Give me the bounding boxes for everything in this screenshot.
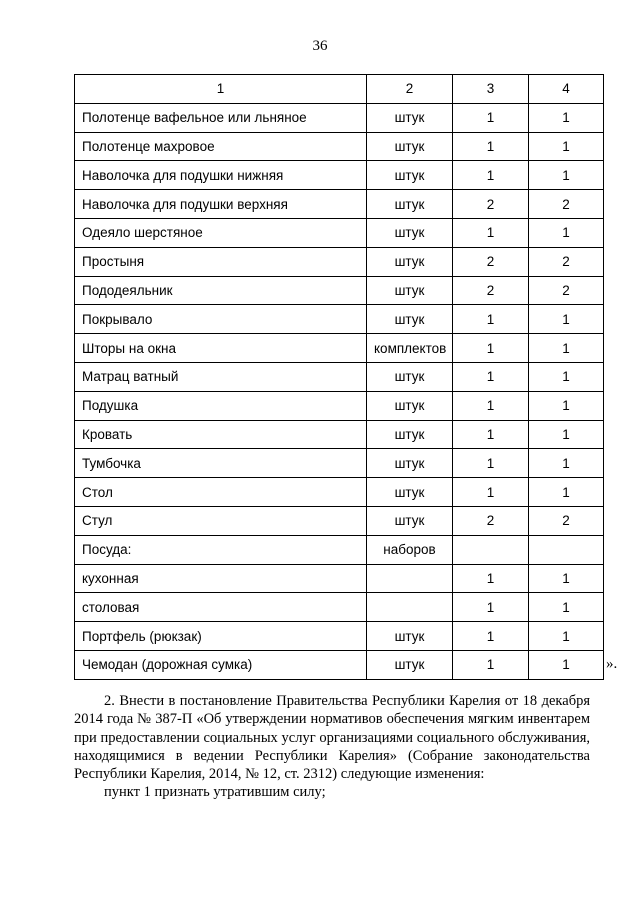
table-row <box>75 190 604 219</box>
unit-cell: штук <box>367 190 453 219</box>
unit-cell: комплектов <box>367 334 453 363</box>
quantity-col3-cell: 1 <box>453 478 529 507</box>
table-header-row <box>75 75 604 104</box>
quantity-col4-cell: 1 <box>529 218 604 247</box>
item-name-cell: Тумбочка <box>75 449 367 478</box>
quantity-col3-cell: 1 <box>453 391 529 420</box>
item-name-cell: Стул <box>75 506 367 535</box>
quantity-col3-cell: 2 <box>453 247 529 276</box>
item-name-cell: Одеяло шерстяное <box>75 218 367 247</box>
quantity-col4-cell: 1 <box>529 650 604 679</box>
table-row <box>75 478 604 507</box>
unit-cell: штук <box>367 622 453 651</box>
amendment-item: пункт 1 признать утратившим силу; <box>104 784 326 801</box>
quantity-col3-cell <box>453 535 529 564</box>
quantity-col3-cell: 1 <box>453 305 529 334</box>
quantity-col4-cell: 2 <box>529 276 604 305</box>
item-name-cell: Шторы на окна <box>75 334 367 363</box>
amendment-paragraph: 2. Внести в постановление Правительства Республики Карелия от 18 декабря 2014 года № 387-П «Об утверждении нормативов обеспечения мягким инвентарем при предоставлении социальных услуг организациями социального обслуживания, находящимися в ведении Республики Карелия» (Собрание законодательства Республики Карелия, 2014, № 12, ст. 2312) следующие изменения: <box>74 693 590 783</box>
quantity-col4-cell: 2 <box>529 190 604 219</box>
table-row <box>75 420 604 449</box>
table-row <box>75 276 604 305</box>
quantity-col3-cell: 1 <box>453 420 529 449</box>
item-name-cell: Кровать <box>75 420 367 449</box>
item-name-cell: Подушка <box>75 391 367 420</box>
quantity-col4-cell: 1 <box>529 334 604 363</box>
quantity-col4-cell: 1 <box>529 362 604 391</box>
table-row <box>75 449 604 478</box>
quantity-col3-cell: 1 <box>453 593 529 622</box>
unit-cell: наборов <box>367 535 453 564</box>
column-header: 3 <box>453 75 529 104</box>
quantity-col4-cell: 1 <box>529 420 604 449</box>
table-row <box>75 506 604 535</box>
item-name-cell: Простыня <box>75 247 367 276</box>
unit-cell: штук <box>367 391 453 420</box>
item-name-cell: Наволочка для подушки верхняя <box>75 190 367 219</box>
unit-cell: штук <box>367 305 453 334</box>
quantity-col4-cell: 1 <box>529 132 604 161</box>
table-row <box>75 305 604 334</box>
item-name-cell: Чемодан (дорожная сумка) <box>75 650 367 679</box>
quantity-col4-cell: 1 <box>529 622 604 651</box>
page-number: 36 <box>312 38 328 54</box>
table-row <box>75 247 604 276</box>
table-row <box>75 650 604 679</box>
table-row <box>75 535 604 564</box>
item-name-cell: Покрывало <box>75 305 367 334</box>
inventory-table <box>74 74 604 680</box>
table-row <box>75 334 604 363</box>
quantity-col3-cell: 1 <box>453 334 529 363</box>
quantity-col3-cell: 1 <box>453 564 529 593</box>
quantity-col4-cell: 1 <box>529 449 604 478</box>
quantity-col3-cell: 1 <box>453 362 529 391</box>
unit-cell: штук <box>367 650 453 679</box>
unit-cell: штук <box>367 420 453 449</box>
table-row <box>75 362 604 391</box>
table-row <box>75 391 604 420</box>
quantity-col4-cell: 2 <box>529 247 604 276</box>
quantity-col4-cell: 1 <box>529 478 604 507</box>
unit-cell: штук <box>367 247 453 276</box>
quantity-col3-cell: 1 <box>453 622 529 651</box>
quantity-col3-cell: 1 <box>453 218 529 247</box>
item-name-cell: Полотенце вафельное или льняное <box>75 103 367 132</box>
unit-cell: штук <box>367 132 453 161</box>
unit-cell: штук <box>367 478 453 507</box>
quantity-col4-cell: 1 <box>529 564 604 593</box>
table-row <box>75 161 604 190</box>
quantity-col3-cell: 1 <box>453 449 529 478</box>
column-header: 2 <box>367 75 453 104</box>
quantity-col3-cell: 1 <box>453 103 529 132</box>
unit-cell: штук <box>367 103 453 132</box>
quantity-col4-cell: 1 <box>529 305 604 334</box>
unit-cell <box>367 564 453 593</box>
quantity-col4-cell <box>529 535 604 564</box>
table-row <box>75 564 604 593</box>
unit-cell: штук <box>367 276 453 305</box>
unit-cell <box>367 593 453 622</box>
item-name-cell: Матрац ватный <box>75 362 367 391</box>
item-name-cell: кухонная <box>75 564 367 593</box>
item-name-cell: Наволочка для подушки нижняя <box>75 161 367 190</box>
closing-quote: ». <box>606 656 618 672</box>
quantity-col4-cell: 1 <box>529 391 604 420</box>
quantity-col4-cell: 2 <box>529 506 604 535</box>
column-header: 4 <box>529 75 604 104</box>
table-row <box>75 622 604 651</box>
unit-cell: штук <box>367 506 453 535</box>
column-header: 1 <box>75 75 367 104</box>
quantity-col3-cell: 2 <box>453 276 529 305</box>
unit-cell: штук <box>367 449 453 478</box>
quantity-col4-cell: 1 <box>529 103 604 132</box>
quantity-col4-cell: 1 <box>529 593 604 622</box>
body-text <box>74 692 590 802</box>
table-row <box>75 218 604 247</box>
quantity-col3-cell: 1 <box>453 132 529 161</box>
item-name-cell: Пододеяльник <box>75 276 367 305</box>
quantity-col3-cell: 2 <box>453 506 529 535</box>
item-name-cell: Полотенце махровое <box>75 132 367 161</box>
quantity-col3-cell: 1 <box>453 650 529 679</box>
table-row <box>75 103 604 132</box>
table-row <box>75 132 604 161</box>
item-name-cell: Стол <box>75 478 367 507</box>
item-name-cell: Портфель (рюкзак) <box>75 622 367 651</box>
quantity-col3-cell: 2 <box>453 190 529 219</box>
quantity-col3-cell: 1 <box>453 161 529 190</box>
unit-cell: штук <box>367 218 453 247</box>
table-row <box>75 593 604 622</box>
item-name-cell: Посуда: <box>75 535 367 564</box>
unit-cell: штук <box>367 362 453 391</box>
item-name-cell: столовая <box>75 593 367 622</box>
quantity-col4-cell: 1 <box>529 161 604 190</box>
unit-cell: штук <box>367 161 453 190</box>
